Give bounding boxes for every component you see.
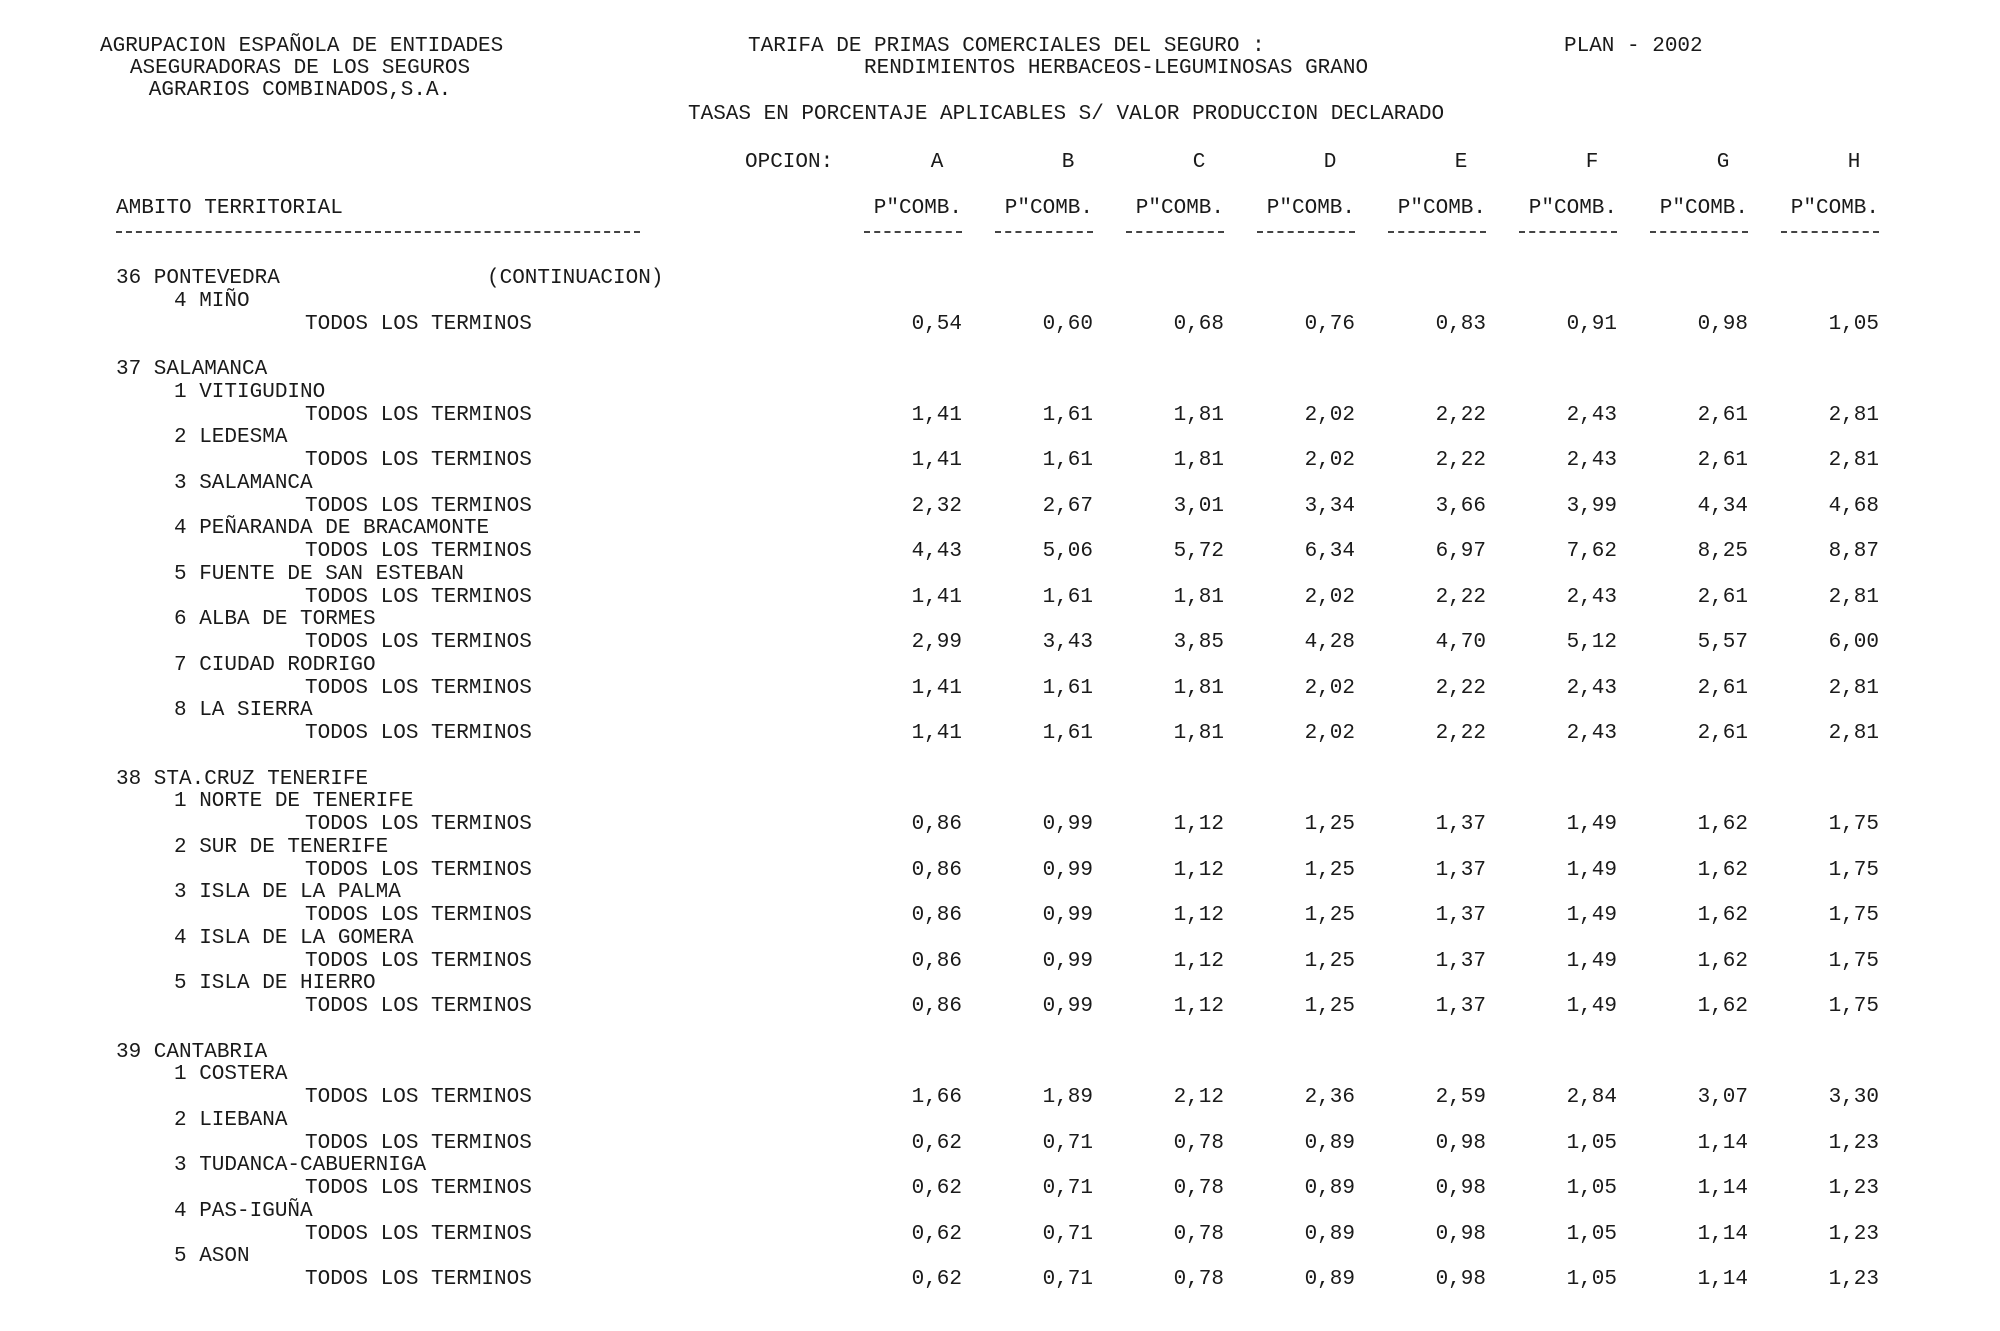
comarca-name: 5 FUENTE DE SAN ESTEBAN: [174, 563, 464, 586]
title-line2: RENDIMIENTOS HERBACEOS-LEGUMINOSAS GRANO: [864, 57, 1369, 80]
rate-value-c: 1,12: [1173, 813, 1224, 836]
rate-value-e: 2,22: [1435, 404, 1486, 427]
rate-value-b: 1,89: [1042, 1086, 1093, 1109]
option-letter-g: G: [1716, 151, 1730, 174]
rate-value-b: 0,99: [1042, 859, 1093, 882]
rate-value-c: 0,78: [1173, 1223, 1224, 1246]
comarca-name: 1 COSTERA: [174, 1063, 288, 1086]
rate-value-a: 1,41: [911, 722, 962, 745]
column-underline-f: [1519, 231, 1617, 233]
rate-value-d: 1,25: [1304, 995, 1355, 1018]
rate-value-c: 0,78: [1173, 1268, 1224, 1291]
rate-value-d: 0,89: [1304, 1177, 1355, 1200]
rate-value-c: 1,12: [1173, 859, 1224, 882]
rate-value-g: 1,14: [1697, 1177, 1748, 1200]
terms-label: TODOS LOS TERMINOS: [305, 1132, 532, 1155]
rate-value-e: 0,83: [1435, 313, 1486, 336]
rate-value-c: 1,12: [1173, 950, 1224, 973]
rate-value-b: 0,71: [1042, 1223, 1093, 1246]
column-underline-b: [995, 231, 1093, 233]
rate-value-c: 1,81: [1173, 449, 1224, 472]
rate-value-b: 0,99: [1042, 995, 1093, 1018]
column-header-f: P"COMB.: [1528, 197, 1617, 220]
rate-value-b: 3,43: [1042, 631, 1093, 654]
title-line1: TARIFA DE PRIMAS COMERCIALES DEL SEGURO :: [748, 35, 1265, 58]
column-header-e: P"COMB.: [1397, 197, 1486, 220]
rate-value-c: 1,81: [1173, 586, 1224, 609]
terms-label: TODOS LOS TERMINOS: [305, 722, 532, 745]
rate-value-e: 0,98: [1435, 1132, 1486, 1155]
column-underline-g: [1650, 231, 1748, 233]
rate-value-a: 2,99: [911, 631, 962, 654]
rate-value-b: 2,67: [1042, 495, 1093, 518]
opcion-label: OPCION:: [745, 151, 834, 174]
rate-value-a: 1,41: [911, 586, 962, 609]
comarca-name: 4 PEÑARANDA DE BRACAMONTE: [174, 517, 490, 540]
rate-value-g: 8,25: [1697, 540, 1748, 563]
rate-value-a: 1,66: [911, 1086, 962, 1109]
rate-value-c: 1,81: [1173, 677, 1224, 700]
terms-label: TODOS LOS TERMINOS: [305, 813, 532, 836]
rate-value-b: 1,61: [1042, 586, 1093, 609]
rate-value-d: 2,02: [1304, 404, 1355, 427]
rate-value-e: 1,37: [1435, 859, 1486, 882]
option-letter-c: C: [1192, 151, 1206, 174]
comarca-name: 1 VITIGUDINO: [174, 381, 326, 404]
rate-value-d: 2,36: [1304, 1086, 1355, 1109]
rate-value-h: 1,23: [1828, 1132, 1879, 1155]
rate-value-e: 3,66: [1435, 495, 1486, 518]
province-name: 39 CANTABRIA: [116, 1041, 268, 1064]
terms-label: TODOS LOS TERMINOS: [305, 540, 532, 563]
subtitle: TASAS EN PORCENTAJE APLICABLES S/ VALOR PRODUCCION DECLARADO: [688, 103, 1445, 126]
continuation-note: (CONTINUACION): [487, 267, 664, 290]
rate-value-d: 2,02: [1304, 722, 1355, 745]
comarca-name: 6 ALBA DE TORMES: [174, 608, 376, 631]
rate-value-g: 2,61: [1697, 449, 1748, 472]
terms-label: TODOS LOS TERMINOS: [305, 313, 532, 336]
rate-value-f: 1,05: [1566, 1223, 1617, 1246]
rate-value-a: 0,86: [911, 859, 962, 882]
rate-value-e: 1,37: [1435, 995, 1486, 1018]
rate-value-d: 2,02: [1304, 449, 1355, 472]
comarca-name: 8 LA SIERRA: [174, 699, 313, 722]
org-name-line3: AGRARIOS COMBINADOS,S.A.: [148, 79, 452, 102]
rate-value-h: 2,81: [1828, 449, 1879, 472]
rate-value-g: 1,62: [1697, 950, 1748, 973]
terms-label: TODOS LOS TERMINOS: [305, 995, 532, 1018]
rate-value-b: 1,61: [1042, 722, 1093, 745]
rate-value-g: 1,62: [1697, 904, 1748, 927]
terms-label: TODOS LOS TERMINOS: [305, 404, 532, 427]
terms-label: TODOS LOS TERMINOS: [305, 1268, 532, 1291]
rate-value-d: 0,89: [1304, 1268, 1355, 1291]
rate-value-b: 1,61: [1042, 677, 1093, 700]
rate-value-a: 0,86: [911, 813, 962, 836]
rate-value-d: 0,89: [1304, 1223, 1355, 1246]
rate-value-h: 8,87: [1828, 540, 1879, 563]
rate-value-g: 2,61: [1697, 677, 1748, 700]
column-underline-e: [1388, 231, 1486, 233]
column-header-c: P"COMB.: [1135, 197, 1224, 220]
province-name: 38 STA.CRUZ TENERIFE: [116, 768, 369, 791]
rate-value-e: 0,98: [1435, 1223, 1486, 1246]
column-header-h: P"COMB.: [1790, 197, 1879, 220]
option-letter-a: A: [930, 151, 944, 174]
rate-value-g: 0,98: [1697, 313, 1748, 336]
rate-value-h: 2,81: [1828, 677, 1879, 700]
rate-value-f: 5,12: [1566, 631, 1617, 654]
rate-value-d: 0,89: [1304, 1132, 1355, 1155]
rate-value-h: 1,23: [1828, 1223, 1879, 1246]
comarca-name: 2 SUR DE TENERIFE: [174, 836, 389, 859]
rate-value-f: 1,05: [1566, 1177, 1617, 1200]
rate-value-h: 1,75: [1828, 813, 1879, 836]
rate-value-h: 1,75: [1828, 859, 1879, 882]
option-letter-e: E: [1454, 151, 1468, 174]
rate-value-d: 1,25: [1304, 904, 1355, 927]
rate-value-e: 6,97: [1435, 540, 1486, 563]
province-name: 36 PONTEVEDRA: [116, 267, 280, 290]
rate-value-c: 1,12: [1173, 995, 1224, 1018]
rate-value-f: 1,05: [1566, 1132, 1617, 1155]
rate-value-c: 2,12: [1173, 1086, 1224, 1109]
rate-value-c: 1,81: [1173, 722, 1224, 745]
rate-value-c: 0,68: [1173, 313, 1224, 336]
rate-value-a: 0,62: [911, 1268, 962, 1291]
column-underline-a: [864, 231, 962, 233]
terms-label: TODOS LOS TERMINOS: [305, 586, 532, 609]
comarca-name: 5 ISLA DE HIERRO: [174, 972, 376, 995]
terms-label: TODOS LOS TERMINOS: [305, 677, 532, 700]
org-name-line1: AGRUPACION ESPAÑOLA DE ENTIDADES: [100, 35, 504, 58]
rate-value-f: 7,62: [1566, 540, 1617, 563]
rate-value-a: 1,41: [911, 449, 962, 472]
rate-value-a: 2,32: [911, 495, 962, 518]
rate-value-c: 3,01: [1173, 495, 1224, 518]
rate-value-h: 3,30: [1828, 1086, 1879, 1109]
comarca-name: 4 ISLA DE LA GOMERA: [174, 927, 414, 950]
rate-value-g: 2,61: [1697, 586, 1748, 609]
column-header-b: P"COMB.: [1004, 197, 1093, 220]
rate-value-g: 1,14: [1697, 1268, 1748, 1291]
rate-value-h: 2,81: [1828, 404, 1879, 427]
rate-value-a: 0,86: [911, 950, 962, 973]
option-letter-f: F: [1585, 151, 1599, 174]
rate-value-h: 1,05: [1828, 313, 1879, 336]
terms-label: TODOS LOS TERMINOS: [305, 495, 532, 518]
rate-value-a: 0,86: [911, 904, 962, 927]
rate-value-h: 2,81: [1828, 722, 1879, 745]
rate-value-d: 3,34: [1304, 495, 1355, 518]
rate-value-g: 1,14: [1697, 1223, 1748, 1246]
rate-value-e: 2,22: [1435, 722, 1486, 745]
plan-year: PLAN - 2002: [1564, 35, 1703, 58]
rate-value-e: 2,22: [1435, 677, 1486, 700]
rate-value-c: 5,72: [1173, 540, 1224, 563]
terms-label: TODOS LOS TERMINOS: [305, 904, 532, 927]
rate-value-e: 1,37: [1435, 813, 1486, 836]
rate-value-b: 0,71: [1042, 1177, 1093, 1200]
rate-value-b: 1,61: [1042, 404, 1093, 427]
rate-value-c: 1,12: [1173, 904, 1224, 927]
rate-value-g: 2,61: [1697, 722, 1748, 745]
option-letter-b: B: [1061, 151, 1075, 174]
comarca-name: 3 SALAMANCA: [174, 472, 313, 495]
rate-value-h: 1,23: [1828, 1268, 1879, 1291]
rate-value-f: 1,49: [1566, 995, 1617, 1018]
rate-value-b: 0,99: [1042, 904, 1093, 927]
rate-value-b: 0,60: [1042, 313, 1093, 336]
rate-value-g: 4,34: [1697, 495, 1748, 518]
comarca-name: 3 TUDANCA-CABUERNIGA: [174, 1154, 427, 1177]
rate-value-d: 2,02: [1304, 586, 1355, 609]
rate-value-f: 2,43: [1566, 677, 1617, 700]
column-underline-c: [1126, 231, 1224, 233]
terms-label: TODOS LOS TERMINOS: [305, 1086, 532, 1109]
rate-value-c: 0,78: [1173, 1132, 1224, 1155]
rate-value-c: 0,78: [1173, 1177, 1224, 1200]
rate-value-c: 1,81: [1173, 404, 1224, 427]
rate-value-h: 1,75: [1828, 995, 1879, 1018]
terms-label: TODOS LOS TERMINOS: [305, 1223, 532, 1246]
option-letter-h: H: [1847, 151, 1861, 174]
terms-label: TODOS LOS TERMINOS: [305, 950, 532, 973]
rate-value-e: 1,37: [1435, 904, 1486, 927]
rate-value-e: 2,22: [1435, 449, 1486, 472]
rate-value-g: 5,57: [1697, 631, 1748, 654]
rate-value-g: 1,14: [1697, 1132, 1748, 1155]
rate-value-e: 2,59: [1435, 1086, 1486, 1109]
column-underline-d: [1257, 231, 1355, 233]
rate-value-d: 1,25: [1304, 950, 1355, 973]
rate-value-b: 0,99: [1042, 813, 1093, 836]
rate-value-e: 1,37: [1435, 950, 1486, 973]
rate-value-h: 1,75: [1828, 904, 1879, 927]
rate-value-b: 0,71: [1042, 1268, 1093, 1291]
rate-value-g: 1,62: [1697, 813, 1748, 836]
column-header-g: P"COMB.: [1659, 197, 1748, 220]
rate-value-h: 2,81: [1828, 586, 1879, 609]
rate-value-f: 1,05: [1566, 1268, 1617, 1291]
rate-value-e: 2,22: [1435, 586, 1486, 609]
rate-value-d: 1,25: [1304, 859, 1355, 882]
column-header-d: P"COMB.: [1266, 197, 1355, 220]
rate-value-d: 0,76: [1304, 313, 1355, 336]
column-header-a: P"COMB.: [873, 197, 962, 220]
terms-label: TODOS LOS TERMINOS: [305, 449, 532, 472]
rate-value-f: 1,49: [1566, 859, 1617, 882]
terms-label: TODOS LOS TERMINOS: [305, 631, 532, 654]
terms-label: TODOS LOS TERMINOS: [305, 1177, 532, 1200]
rate-value-a: 1,41: [911, 404, 962, 427]
rate-value-c: 3,85: [1173, 631, 1224, 654]
rate-value-f: 3,99: [1566, 495, 1617, 518]
rate-value-f: 1,49: [1566, 813, 1617, 836]
comarca-name: 2 LEDESMA: [174, 426, 288, 449]
rate-value-d: 4,28: [1304, 631, 1355, 654]
rate-value-a: 0,62: [911, 1223, 962, 1246]
ambito-territorial-label: AMBITO TERRITORIAL: [116, 197, 343, 220]
rate-value-b: 5,06: [1042, 540, 1093, 563]
terms-label: TODOS LOS TERMINOS: [305, 859, 532, 882]
rate-value-f: 0,91: [1566, 313, 1617, 336]
rate-value-b: 0,71: [1042, 1132, 1093, 1155]
rate-value-f: 2,43: [1566, 722, 1617, 745]
rate-value-f: 1,49: [1566, 904, 1617, 927]
rate-value-a: 0,62: [911, 1132, 962, 1155]
rate-value-a: 4,43: [911, 540, 962, 563]
comarca-name: 1 NORTE DE TENERIFE: [174, 790, 414, 813]
rate-value-g: 3,07: [1697, 1086, 1748, 1109]
comarca-name: 4 PAS-IGUÑA: [174, 1200, 313, 1223]
ambito-underline: [116, 231, 640, 233]
comarca-name: 5 ASON: [174, 1245, 250, 1268]
rate-value-e: 0,98: [1435, 1268, 1486, 1291]
comarca-name: 7 CIUDAD RODRIGO: [174, 654, 376, 677]
comarca-name: 2 LIEBANA: [174, 1109, 288, 1132]
rate-value-f: 2,43: [1566, 404, 1617, 427]
comarca-name: 3 ISLA DE LA PALMA: [174, 881, 401, 904]
column-underline-h: [1781, 231, 1879, 233]
org-name-line2: ASEGURADORAS DE LOS SEGUROS: [129, 57, 471, 80]
province-name: 37 SALAMANCA: [116, 358, 268, 381]
rate-value-d: 1,25: [1304, 813, 1355, 836]
rate-value-h: 1,23: [1828, 1177, 1879, 1200]
rate-value-h: 6,00: [1828, 631, 1879, 654]
rate-value-d: 6,34: [1304, 540, 1355, 563]
comarca-name: 4 MIÑO: [174, 290, 250, 313]
rate-value-g: 1,62: [1697, 859, 1748, 882]
rate-value-f: 1,49: [1566, 950, 1617, 973]
rate-value-e: 4,70: [1435, 631, 1486, 654]
rate-value-g: 1,62: [1697, 995, 1748, 1018]
rate-value-b: 0,99: [1042, 950, 1093, 973]
rate-value-g: 2,61: [1697, 404, 1748, 427]
rate-value-b: 1,61: [1042, 449, 1093, 472]
rate-value-h: 1,75: [1828, 950, 1879, 973]
rate-value-f: 2,84: [1566, 1086, 1617, 1109]
rate-value-f: 2,43: [1566, 449, 1617, 472]
rate-value-e: 0,98: [1435, 1177, 1486, 1200]
option-letter-d: D: [1323, 151, 1337, 174]
rate-value-a: 0,86: [911, 995, 962, 1018]
rate-value-d: 2,02: [1304, 677, 1355, 700]
rate-value-a: 0,62: [911, 1177, 962, 1200]
rate-value-f: 2,43: [1566, 586, 1617, 609]
rate-value-a: 0,54: [911, 313, 962, 336]
rate-value-a: 1,41: [911, 677, 962, 700]
rate-value-h: 4,68: [1828, 495, 1879, 518]
